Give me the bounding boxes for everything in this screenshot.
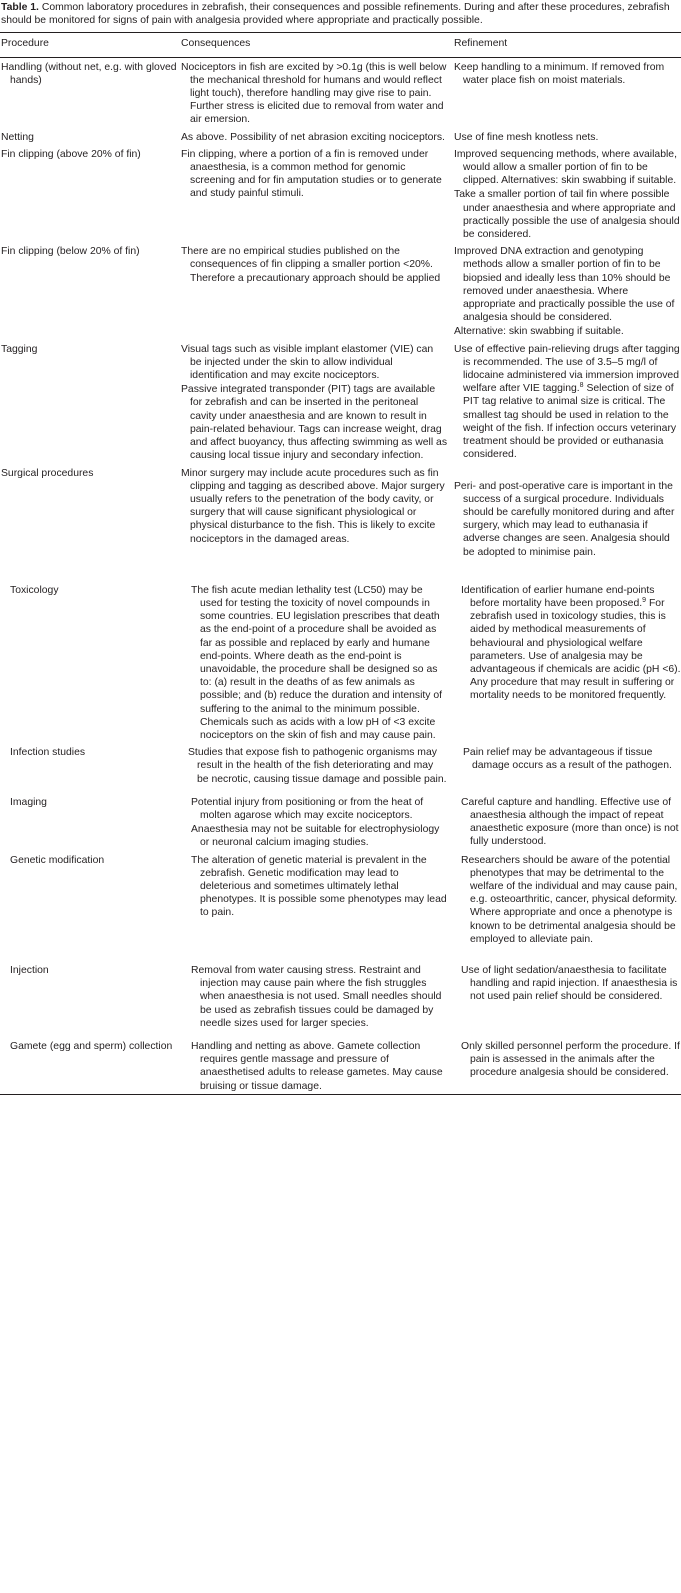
- reference-superscript: 8: [579, 382, 584, 390]
- consequence-text: Visual tags such as visible implant elastomer (VIE) can be injected under the skin to allow individual identification and may excite nociceptors.: [181, 343, 434, 382]
- consequence-text: Handling and netting as above. Gamete collection requires gentle massage and pressure of anaesthetised adults to release gametes. May cause bruising or tissue damage.: [191, 1041, 443, 1092]
- refinement-text: [454, 343, 681, 462]
- procedure-cell: Fin clipping (above 20% of fin): [1, 148, 141, 160]
- consequence-text: Minor surgery may include acute procedures such as fin clipping and tagging as described above. Major surgery usually refers to the penetration of the body cavity, or surgery that will cause significant physiological or physical disturbance to the fish. This is likely to excite nociceptors in the damaged areas.: [181, 467, 445, 545]
- table-row: [0, 340, 681, 464]
- consequence-text: The alteration of genetic material is prevalent in the zebrafish. Genetic modification may lead to deleterious and sometimes ultimately lethal phenotypes. It is possible some phenotypes may lead to pain.: [191, 854, 447, 919]
- refinement-sentence: Identification of earlier humane end-points before mortality have been proposed.: [461, 584, 655, 609]
- refinement-text: Take a smaller portion of tail fin where possible under anaesthesia and where appropriate and practically possible the use of analgesia should be considered.: [454, 189, 680, 241]
- consequence-text: Studies that expose fish to pathogenic organisms may result in the health of the fish deteriorating and may be necrotic, causing tissue damage and possible pain.: [188, 747, 447, 785]
- refinement-text: Use of light sedation/anaesthesia to facilitate handling and rapid injection. If anaesthesia is not used pain relief should be considered.: [461, 965, 678, 1003]
- consequence-text: Removal from water causing stress. Restraint and injection may cause pain where the fish struggles when anaesthesia is not used. Small needles should be used as zebrafish tissues could be damaged by needle sizes used for larger species.: [191, 965, 442, 1029]
- table-row: [0, 57, 681, 128]
- table-row: [0, 947, 681, 1031]
- consequence-text: The fish acute median lethality test (LC50) may be used for testing the toxicity of novel compounds in some countries. EU legislation prescribes that death as the end-point of a procedure shall be avoided as far as possible and replaced by early and humane end-points. Where death as the end-point is unavoidable, the procedure shall be designed so as to: (a) result in the deaths of as few animals as possible; and (b) reduce the duration and intensity of suffering to the animal to the minimum possible. Chemicals such as acids with a low pH of <3 excite nociceptors on the skin of fish and may cause pain.: [191, 584, 443, 741]
- refinement-text: [461, 584, 681, 703]
- procedure-cell: Toxicology: [10, 584, 59, 596]
- procedure-cell: Gamete (egg and sperm) collection: [10, 1041, 173, 1053]
- header-consequences: Consequences: [180, 33, 453, 57]
- refinement-sentence: For zebrafish used in toxicology studies, this is aided by methodical measurements of behavioural and physiological welfare parameters. Use of analgesia may be advantageous if chemicals are acidic (pH <6). Any procedure that may result in suffering or mortality needs to be monitored frequently.: [470, 597, 681, 702]
- caption-text: Common laboratory procedures in zebrafish, their consequences and possible refinements. During and after these procedures, zebrafish should be monitored for signs of pain with analgesia provided where appropriate and practically possible.: [1, 2, 670, 27]
- table-row: [0, 787, 681, 851]
- caption-label: Table 1.: [1, 2, 39, 13]
- table-row: [0, 743, 681, 787]
- table-row: [0, 242, 681, 339]
- refinement-text: Use of fine mesh knotless nets.: [454, 131, 599, 143]
- refinement-text: Pain relief may be advantageous if tissue damage occurs as a result of the pathogen.: [463, 747, 672, 772]
- table-row: [0, 1031, 681, 1094]
- refinement-text: Improved sequencing methods, where available, would allow a smaller portion of fin to be clipped. Alternatives: skin swabbing if suitable.: [454, 148, 677, 187]
- consequence-text: Passive integrated transponder (PIT) tags are available for zebrafish and can be inserted in the peritoneal cavity under anaesthesia and are known to result in pain-related behaviour. Tags can increase weight, drag and affect buoyancy, thus affecting swimming as well as causing local tissue injury and secondary infection.: [181, 384, 448, 462]
- procedure-cell: Imaging: [10, 796, 47, 808]
- reference-superscript: 9: [642, 596, 647, 604]
- refinement-text: Alternative: skin swabbing if suitable.: [454, 326, 624, 338]
- procedure-cell: Genetic modification: [10, 854, 105, 866]
- refinement-text: Careful capture and handling. Effective use of anaesthesia although the impact of repeat anaesthetic exposure (more than once) is not fully understood.: [461, 796, 679, 848]
- header-refinement: Refinement: [453, 33, 681, 57]
- table-row: [0, 560, 681, 743]
- refinement-sentence: Use of effective pain-relieving drugs after tagging is recommended. The use of 3.5–5 mg/l of lidocaine administered via immersion improved welfare after VIE tagging.: [454, 343, 680, 395]
- refinement-text: Improved DNA extraction and genotyping methods allow a smaller portion of fin to be biopsied and ideally less than 10% should be removed under anaesthesia. Where appropriate and practically possible the use of analgesia should be considered.: [454, 246, 675, 324]
- procedure-cell: Injection: [10, 965, 49, 976]
- table-row: [0, 145, 681, 242]
- procedure-cell: Netting: [1, 131, 34, 143]
- refinement-text: Researchers should be aware of the potential phenotypes that may be detrimental to the welfare of the individual and may cause pain, e.g. osteoarthritic, cancer, physical deformity. Where appropriate and once a phenotype is known to be detrimental analgesia should be employed to alleviate pain.: [461, 854, 678, 945]
- refinement-text: Keep handling to a minimum. If removed from water place fish on moist materials.: [454, 61, 665, 86]
- procedure-cell: Handling (without net, e.g. with gloved hands): [1, 61, 177, 86]
- consequence-text: Nociceptors in fish are excited by >0.1g (this is well below the mechanical threshold for humans and would reflect light touch), therefore handling may give rise to pain. Further stress is elicited due to removal from water and air emersion.: [181, 61, 447, 126]
- consequence-text: Potential injury from positioning or from the heat of molten agarose which may excite nociceptors.: [191, 796, 424, 821]
- procedure-cell: Tagging: [1, 343, 38, 355]
- consequence-text: Fin clipping, where a portion of a fin is removed under anaesthesia, is a common method for genomic screening and for fin amputation studies or to generate and study painful stimuli.: [181, 148, 442, 200]
- procedure-cell: Fin clipping (below 20% of fin): [1, 246, 140, 258]
- table-row: [0, 464, 681, 560]
- refinement-text: Peri- and post-operative care is important in the success of a surgical procedure. Individuals should be carefully monitored during and after surgery, which may lead to euthanasia if adverse changes are seen. Analgesia should be adopted to minimise pain.: [454, 480, 675, 558]
- refinement-text: Only skilled personnel perform the procedure. If pain is assessed in the animals after the procedure analgesia should be considered.: [461, 1041, 680, 1079]
- consequence-text: As above. Possibility of net abrasion exciting nociceptors.: [181, 131, 445, 143]
- procedure-cell: Surgical procedures: [1, 467, 94, 479]
- table-row: [0, 128, 681, 145]
- procedures-table: [0, 32, 681, 1094]
- header-row: [0, 33, 681, 57]
- refinement-sentence: Selection of size of PIT tag relative to animal size is critical. The smallest tag should be used in relation to the weight of the fish. If infection occurs veterinary treatment should be provided or euthanasia considered.: [463, 383, 677, 461]
- table-row: [0, 851, 681, 947]
- header-procedure: Procedure: [0, 33, 180, 57]
- table-caption: [0, 0, 681, 27]
- procedure-cell: Infection studies: [10, 747, 86, 759]
- consequence-text: Anaesthesia may not be suitable for electrophysiology or neuronal calcium imaging studies.: [191, 824, 440, 849]
- consequence-text: There are no empirical studies published on the consequences of fin clipping a smaller portion <20%. Therefore a precautionary approach should be applied: [181, 246, 441, 284]
